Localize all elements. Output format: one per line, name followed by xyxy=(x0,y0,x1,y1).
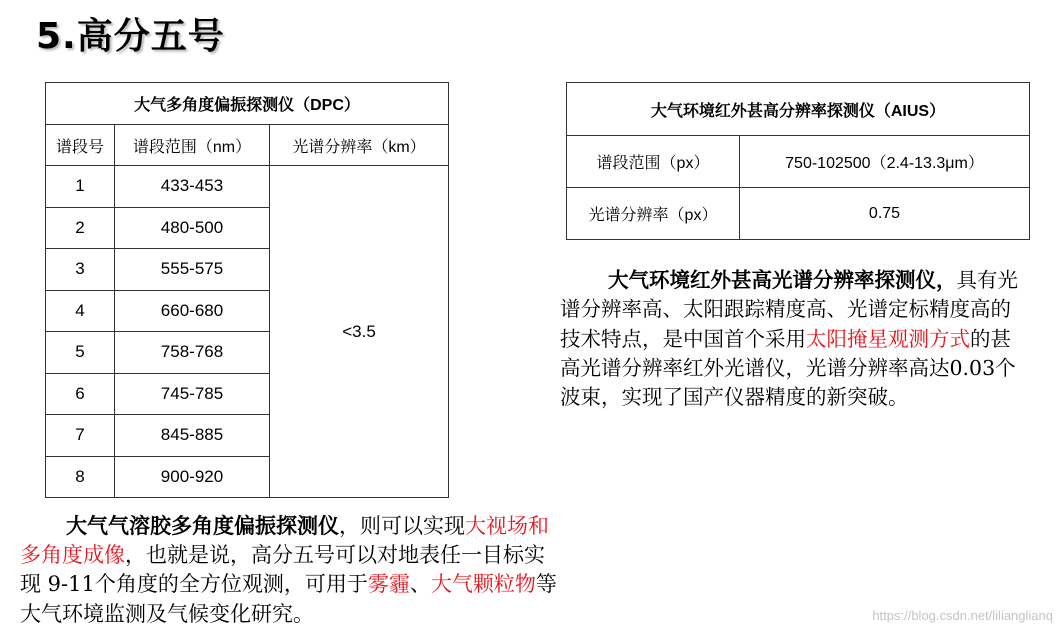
dpc-description-highlight: 雾霾 xyxy=(367,572,410,597)
dpc-header-band: 谱段号 xyxy=(46,125,115,166)
dpc-range-cell: 745-785 xyxy=(115,373,270,415)
dpc-range-cell: 660-680 xyxy=(115,290,270,332)
aius-value-cell: 0.75 xyxy=(740,188,1030,240)
dpc-range-cell: 433-453 xyxy=(115,166,270,208)
dpc-description-lead: 大气气溶胶多角度偏振探测仪 xyxy=(66,513,339,538)
dpc-description xyxy=(20,511,560,629)
dpc-range-cell: 555-575 xyxy=(115,249,270,291)
aius-description-text: 具有光谱分辨率高、太阳跟踪精度高、光谱定标精度高的技术特点，是中国首个采用 xyxy=(560,268,1018,351)
dpc-table xyxy=(45,82,449,498)
dpc-range-cell: 480-500 xyxy=(115,207,270,249)
aius-label-cell: 谱段范围（px） xyxy=(567,136,740,188)
dpc-band-cell: 2 xyxy=(46,207,115,249)
aius-label-cell: 光谱分辨率（px） xyxy=(567,188,740,240)
dpc-range-cell: 758-768 xyxy=(115,332,270,374)
aius-description-text: 的甚高光谱分辨率红外光谱仪，光谱分辨率高达0.03个波束，实现了国产仪器精度的新突破。 xyxy=(560,326,1016,410)
aius-description xyxy=(560,266,1026,412)
dpc-band-cell: 8 xyxy=(46,456,115,498)
aius-table xyxy=(566,82,1030,240)
dpc-band-cell: 4 xyxy=(46,290,115,332)
watermark: https://blog.csdn.net/lilianglianq xyxy=(872,608,1053,623)
dpc-description-highlight: 大视场和多角度成像 xyxy=(20,514,549,568)
table-row xyxy=(567,188,1030,240)
aius-value-cell: 750-102500（2.4-13.3μm） xyxy=(740,136,1030,188)
dpc-range-cell: 845-885 xyxy=(115,415,270,457)
dpc-band-cell: 6 xyxy=(46,373,115,415)
dpc-band-cell: 3 xyxy=(46,249,115,291)
dpc-header-range: 谱段范围（nm） xyxy=(115,125,270,166)
dpc-band-cell: 1 xyxy=(46,166,115,208)
dpc-resolution-cell: <3.5 xyxy=(270,166,449,498)
table-row xyxy=(567,136,1030,188)
dpc-table-caption: 大气多角度偏振探测仪（DPC） xyxy=(46,83,449,125)
table-row xyxy=(46,166,449,208)
dpc-description-highlight: 大气颗粒物 xyxy=(430,572,536,597)
dpc-description-text: ，也就是说，高分五号可以对地表任一目标实现 9-11个角度的全方位观测，可用于 xyxy=(20,543,545,597)
dpc-header-resolution: 光谱分辨率（km） xyxy=(270,125,449,166)
dpc-band-cell: 7 xyxy=(46,415,115,457)
aius-table-caption: 大气环境红外甚高分辨率探测仪（AIUS） xyxy=(567,83,1030,136)
dpc-description-text: 等大气环境监测及气候变化研究。 xyxy=(20,572,557,626)
slide-title: 5.高分五号 xyxy=(36,16,225,57)
dpc-band-cell: 5 xyxy=(46,332,115,374)
aius-description-lead: 大气环境红外甚高光谱分辨率探测仪， xyxy=(608,268,957,292)
dpc-range-cell: 900-920 xyxy=(115,456,270,498)
dpc-description-text: ，则可以实现 xyxy=(339,514,465,538)
dpc-description-text: 、 xyxy=(409,572,431,597)
aius-description-highlight: 太阳掩星观测方式 xyxy=(806,326,970,351)
